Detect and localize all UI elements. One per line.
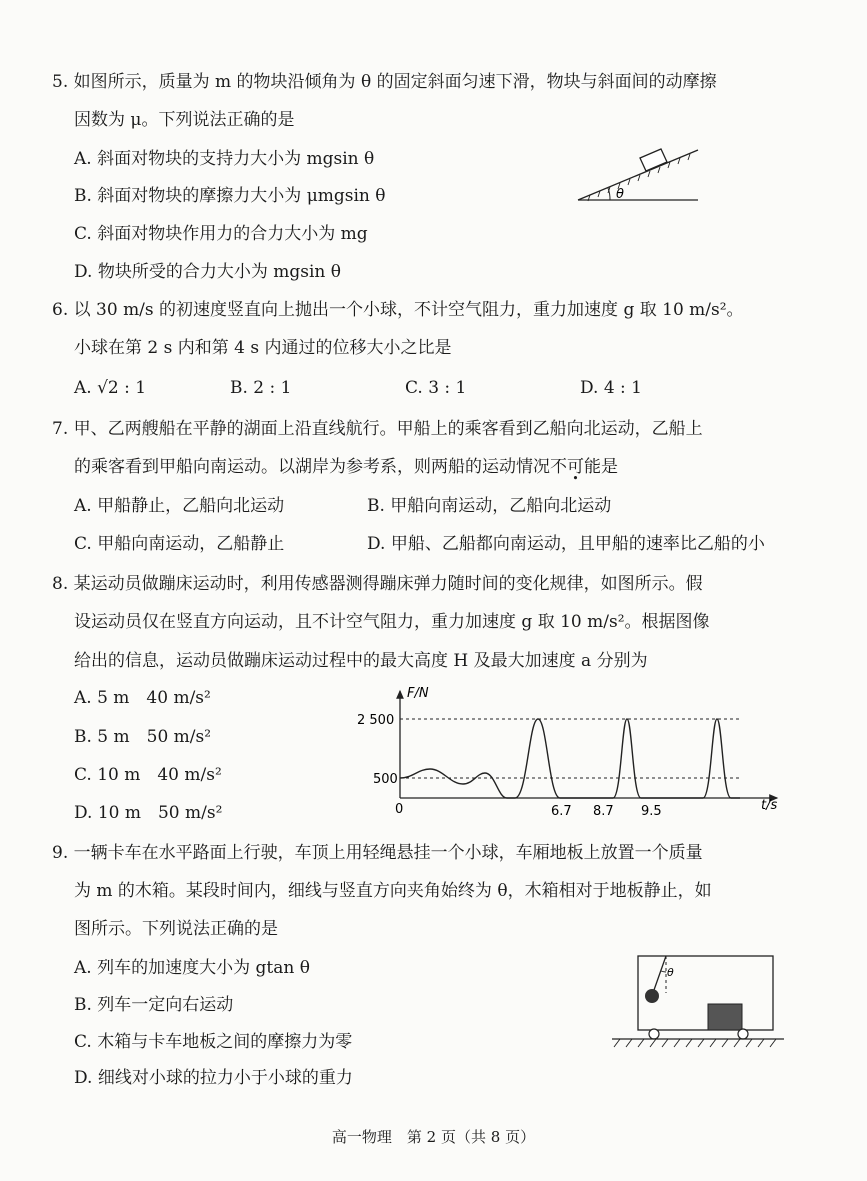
q8-option-d: D. 10 m 50 m/s² (74, 803, 223, 823)
q5-option-b: B. 斜面对物块的摩擦力大小为 μmgsin θ (74, 186, 386, 206)
hanging-ball (645, 989, 659, 1003)
q8-option-c: C. 10 m 40 m/s² (74, 765, 222, 785)
q8-option-a: A. 5 m 40 m/s² (74, 688, 211, 708)
q7-option-a: A. 甲船静止，乙船向北运动 (74, 496, 285, 516)
q7-emphasis-text: 不可能 (550, 457, 601, 477)
q8-option-b: B. 5 m 50 m/s² (74, 727, 212, 747)
incline-hatching (588, 154, 690, 201)
q9-stem-line3: 图所示。下列说法正确的是 (74, 919, 278, 939)
x-tick-8.7: 8.7 (593, 804, 614, 819)
y-tick-500: 500 (373, 772, 398, 787)
origin-label: 0 (395, 802, 404, 817)
q9-truck-figure (608, 948, 788, 1058)
q9-stem-line2: 为 m 的木箱。某段时间内，细线与竖直方向夹角始终为 θ，木箱相对于地板静止，如 (74, 881, 712, 901)
q5-stem-line2: 因数为 μ。下列说法正确的是 (74, 110, 295, 130)
string-angle-arc (661, 971, 666, 972)
q7-option-b: B. 甲船向南运动，乙船向北运动 (367, 496, 612, 516)
q9-option-c: C. 木箱与卡车地板之间的摩擦力为零 (74, 1032, 353, 1052)
angle-label: θ (616, 187, 624, 202)
q8-stem-line2: 设运动员仅在竖直方向运动，且不计空气阻力，重力加速度 g 取 10 m/s²。根据图像 (74, 612, 710, 632)
q5-option-d: D. 物块所受的合力大小为 mgsin θ (74, 262, 341, 282)
q5-option-c: C. 斜面对物块作用力的合力大小为 mg (74, 224, 368, 244)
q7-option-c: C. 甲船向南运动，乙船静止 (74, 534, 285, 554)
q6-stem-line1: 6. 以 30 m/s 的初速度竖直向上抛出一个小球，不计空气阻力，重力加速度 g 取 10 m/s²。 (52, 300, 744, 320)
q7-stem-line2-part1: 的乘客看到甲船向南运动。以湖岸为参考系，则两船的运动情况 (74, 457, 550, 477)
block (640, 149, 667, 171)
q8-stem-line1: 8. 某运动员做蹦床运动时，利用传感器测得蹦床弹力随时间的变化规律，如图所示。假 (52, 574, 703, 594)
string (654, 956, 666, 990)
x-tick-9.5: 9.5 (641, 804, 662, 819)
string-angle-label: θ (667, 966, 674, 979)
q7-stem-line1: 7. 甲、乙两艘船在平静的湖面上沿直线航行。甲船上的乘客看到乙船向北运动，乙船上 (52, 419, 703, 439)
q7-stem-line2 (74, 459, 618, 476)
q7-option-d: D. 甲船、乙船都向南运动，且甲船的速率比乙船的小 (367, 534, 765, 554)
q8-stem-line3: 给出的信息，运动员做蹦床运动过程中的最大高度 H 及最大加速度 a 分别为 (74, 651, 648, 671)
q5-stem-line1: 5. 如图所示，质量为 m 的物块沿倾角为 θ 的固定斜面匀速下滑，物块与斜面间的动摩擦 (52, 72, 717, 92)
q6-option-a: A. √2 : 1 (74, 378, 147, 398)
x-tick-6.7: 6.7 (551, 804, 572, 819)
q9-option-a: A. 列车的加速度大小为 gtan θ (74, 958, 310, 978)
road-hatching (614, 1039, 776, 1047)
q6-option-c: C. 3 : 1 (405, 378, 467, 398)
front-wheel (738, 1029, 748, 1039)
q5-option-a: A. 斜面对物块的支持力大小为 mgsin θ (74, 149, 375, 169)
x-axis-label: t/s (761, 798, 778, 813)
angle-arc (608, 188, 610, 200)
rear-wheel (649, 1029, 659, 1039)
q9-option-d: D. 细线对小球的拉力小于小球的重力 (74, 1068, 353, 1088)
q6-option-b: B. 2 : 1 (230, 378, 292, 398)
q7-stem-line2-part3: 是 (601, 457, 618, 477)
q9-option-b: B. 列车一定向右运动 (74, 995, 234, 1015)
q8-force-time-graph (355, 683, 790, 823)
q6-stem-line2: 小球在第 2 s 内和第 4 s 内通过的位移大小之比是 (74, 338, 452, 358)
y-tick-2500: 2 500 (357, 713, 395, 728)
q6-option-d: D. 4 : 1 (580, 378, 642, 398)
q9-stem-line1: 9. 一辆卡车在水平路面上行驶，车顶上用轻绳悬挂一个小球，车厢地板上放置一个质量 (52, 843, 703, 863)
page-footer: 高一物理 第 2 页（共 8 页） (331, 1128, 536, 1146)
force-curve (400, 719, 740, 798)
y-axis-label: F/N (407, 686, 429, 701)
q5-incline-figure (570, 140, 705, 205)
incline-surface (578, 150, 698, 200)
wooden-crate (708, 1004, 742, 1030)
